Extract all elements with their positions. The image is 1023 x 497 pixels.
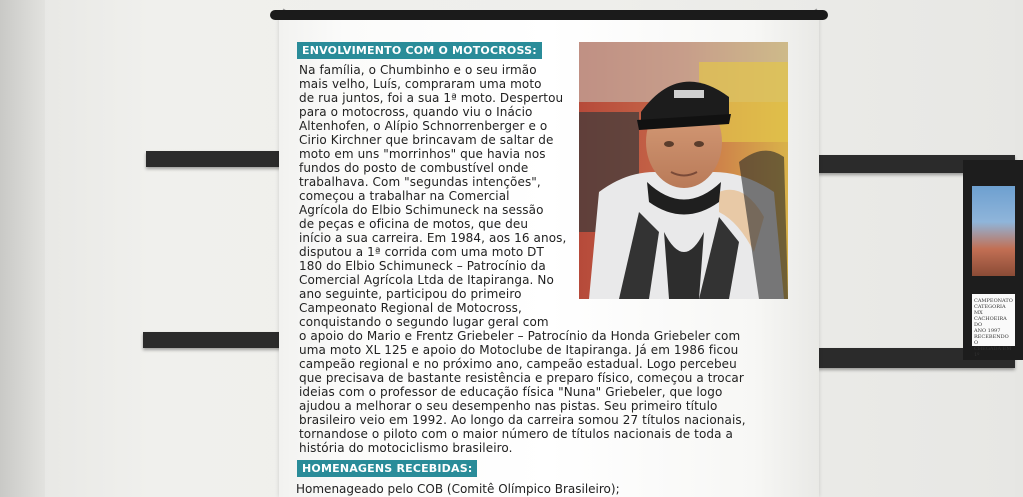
- bio-text-line: brasileiro veio em 1992. Ao longo da carreira somou 27 títulos nacionais,: [299, 413, 746, 427]
- bio-text-line: começou a trabalhar na Comercial: [299, 189, 510, 203]
- bio-text-line: trabalhava. Com "segundas intenções",: [299, 175, 541, 189]
- side-display-photo: [972, 186, 1015, 276]
- bio-text-line: ano seguinte, participou do primeiro: [299, 287, 522, 301]
- section-title-honors: HOMENAGENS RECEBIDAS:: [297, 460, 477, 477]
- bio-text-line: que precisava de bastante resistência e preparo físico, começou a trocar: [299, 371, 744, 385]
- bio-text-line: moto em uns "morrinhos" que havia nos: [299, 147, 546, 161]
- bio-text-line: ajudou a melhorar o seu desempenho nas pistas. Seu primeiro título: [299, 399, 718, 413]
- side-card-line: CACHOEIRA DO: [974, 316, 1007, 328]
- bio-text-line: história do motociclismo brasileiro.: [299, 441, 513, 455]
- section-title-motocross: ENVOLVIMENTO COM O MOTOCROSS:: [297, 42, 542, 59]
- side-card-line: RECEBENDO O: [974, 334, 1009, 346]
- rider-photo: [579, 42, 788, 299]
- honor-text-line: Homenageado pelo COB (Comitê Olímpico Brasileiro);: [296, 482, 620, 496]
- side-card-line: ANO 1997: [974, 328, 1001, 334]
- bio-text-line: conquistando o segundo lugar geral com: [299, 315, 549, 329]
- bio-text-line: mais velho, Luís, compraram uma moto: [299, 77, 542, 91]
- bio-text-line: Campeonato Regional de Motocross,: [299, 301, 522, 315]
- side-card-line: CATEGORIA MX: [974, 304, 1006, 316]
- side-card-line: CAMPEONATO: [974, 298, 1013, 304]
- banner-hanger-rod: [270, 10, 828, 20]
- side-card-line: CHEGADA EM 1º: [974, 346, 1012, 358]
- bio-text-line: ideias com o professor de educação física "Nuna" Griebeler, que logo: [299, 385, 723, 399]
- bio-text-line: Cirio Kirchner que brincavam de saltar de: [299, 133, 554, 147]
- bio-text-line: Comercial Agrícola Ltda de Itapiranga. No: [299, 273, 554, 287]
- wall-corner: [0, 0, 45, 497]
- bio-text-line: para o motocross, quando viu o Inácio: [299, 105, 533, 119]
- bio-text-line: tornandose o piloto com o maior número de títulos nacionais de toda a: [299, 427, 733, 441]
- wall-rail: [146, 151, 281, 167]
- bio-text-line: uma moto XL 125 e apoio do Motoclube de Itapiranga. Já em 1986 ficou: [299, 343, 739, 357]
- bio-text-line: de peças e oficina de motos, que deu: [299, 217, 529, 231]
- bio-text-line: Na família, o Chumbinho e o seu irmão: [299, 63, 537, 77]
- bio-text-line: campeão regional e no próximo ano, campeão estadual. Logo percebeu: [299, 357, 737, 371]
- bio-text-line: de rua juntos, foi a sua 1ª moto. Despertou: [299, 91, 564, 105]
- side-display-card: [972, 294, 1015, 358]
- bio-text-line: Agrícola do Elbio Schimuneck na sessão: [299, 203, 544, 217]
- bio-text-line: início a sua carreira. Em 1984, aos 16 anos,: [299, 231, 567, 245]
- rider-photo-image: [579, 42, 788, 299]
- bio-text-line: Altenhofen, o Alípio Schnorrenberger e o: [299, 119, 548, 133]
- bio-text-line: 180 do Elbio Schimuneck – Patrocínio da: [299, 259, 546, 273]
- bio-text-line: o apoio do Mario e Frentz Griebeler – Patrocínio da Honda Griebeler com: [299, 329, 741, 343]
- bio-text-line: disputou a 1ª corrida com uma moto DT: [299, 245, 544, 259]
- bio-text-line: fundos do posto de combustível onde: [299, 161, 529, 175]
- wall-rail: [143, 332, 281, 348]
